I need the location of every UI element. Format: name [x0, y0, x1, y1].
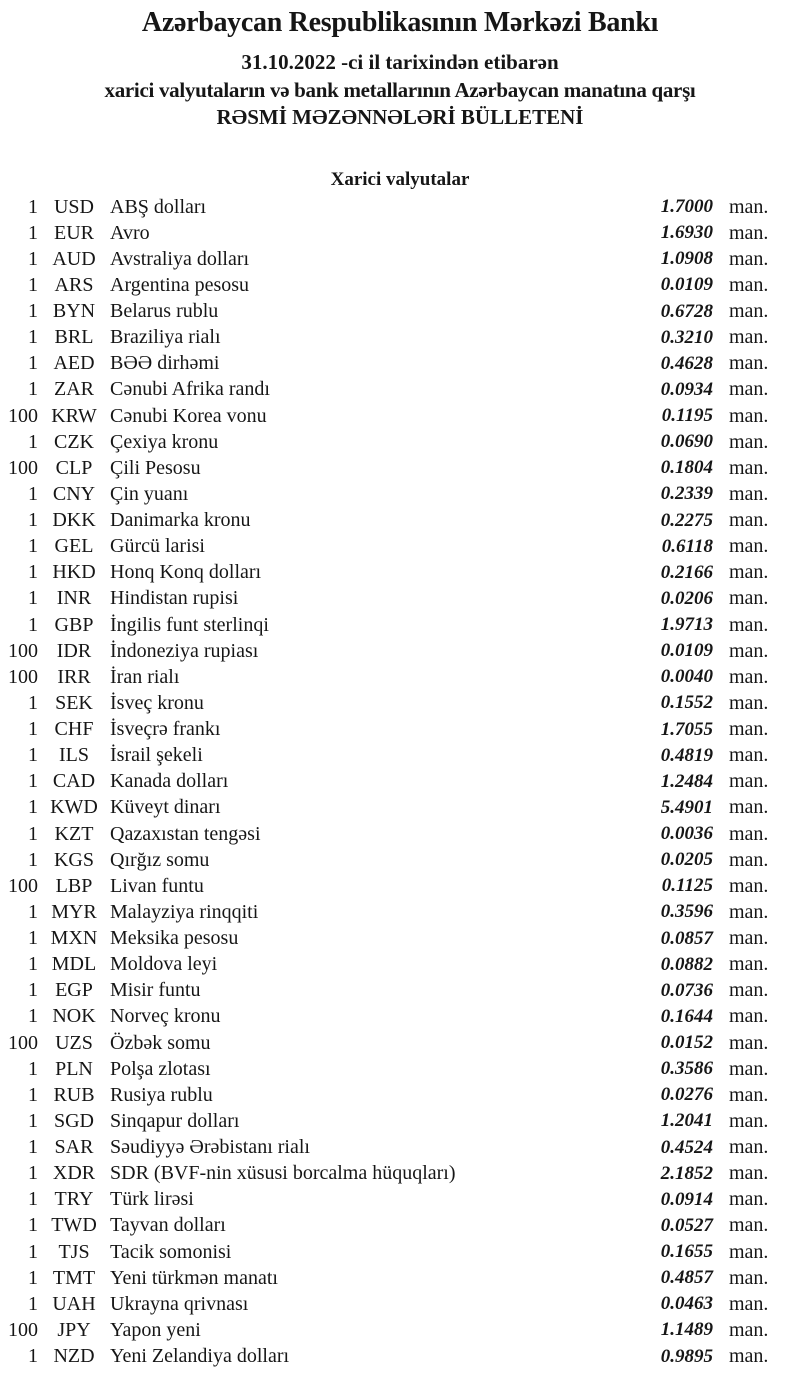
currency-rate: 0.6118 — [661, 535, 713, 557]
rate-row — [0, 1161, 800, 1187]
currency-quantity: 1 — [28, 378, 38, 401]
currency-code: CZK — [54, 430, 94, 453]
currency-unit: man. — [729, 744, 769, 767]
currency-rate: 0.0109 — [660, 274, 713, 296]
currency-rate: 1.7000 — [660, 196, 713, 218]
currency-name: Yapon yeni — [110, 1318, 201, 1341]
currency-name: Sinqapur dolları — [110, 1109, 240, 1132]
currency-rate: 1.2484 — [660, 770, 713, 792]
currency-quantity: 1 — [28, 848, 38, 871]
currency-quantity: 1 — [28, 273, 38, 296]
rate-row — [0, 664, 800, 690]
currency-unit: man. — [729, 874, 769, 897]
currency-name: Meksika pesosu — [110, 927, 239, 950]
currency-rate: 0.0205 — [660, 849, 713, 871]
rate-row — [0, 246, 800, 272]
currency-unit: man. — [729, 378, 769, 401]
currency-code: MDL — [51, 953, 97, 976]
currency-unit: man. — [729, 587, 769, 610]
currency-name: BƏƏ dirhəmi — [110, 352, 220, 375]
rate-row — [0, 926, 800, 952]
currency-code: PLN — [55, 1057, 93, 1080]
currency-code: NZD — [53, 1345, 95, 1368]
currency-quantity: 100 — [8, 639, 38, 662]
currency-rate: 0.0690 — [660, 431, 713, 453]
currency-code: HKD — [52, 561, 96, 584]
currency-unit: man. — [729, 1240, 769, 1263]
rate-row — [0, 1344, 800, 1370]
currency-quantity: 1 — [28, 247, 38, 270]
currency-name: İndoneziya rupiası — [110, 639, 259, 662]
currency-name: Danimarka kronu — [110, 509, 251, 532]
rate-row — [0, 1004, 800, 1030]
currency-quantity: 1 — [28, 1136, 38, 1159]
currency-unit: man. — [729, 1214, 769, 1237]
currency-name: Malayziya rinqqiti — [110, 900, 259, 923]
rate-row — [0, 978, 800, 1004]
currency-rate: 0.2166 — [660, 561, 713, 583]
currency-code: KWD — [50, 796, 98, 819]
currency-code: TJS — [58, 1240, 90, 1263]
rate-row — [0, 769, 800, 795]
currency-unit: man. — [729, 509, 769, 532]
currency-code: EUR — [54, 221, 94, 244]
currency-rate: 0.0934 — [660, 378, 713, 400]
currency-quantity: 1 — [28, 326, 38, 349]
currency-code: EGP — [55, 979, 93, 1002]
currency-rate: 1.6930 — [660, 222, 713, 244]
currency-code: TRY — [54, 1188, 94, 1211]
currency-name: Tacik somonisi — [110, 1240, 232, 1263]
currency-rate: 2.1852 — [660, 1162, 713, 1184]
currency-code: UAH — [52, 1292, 96, 1315]
currency-unit: man. — [729, 456, 769, 479]
currency-name: ABŞ dolları — [110, 195, 207, 218]
currency-name: İsrail şekeli — [110, 744, 203, 767]
rate-row — [0, 612, 800, 638]
rate-row — [0, 690, 800, 716]
currency-name: Misir funtu — [110, 979, 201, 1002]
currency-unit: man. — [729, 1057, 769, 1080]
currency-rate: 0.4628 — [660, 352, 713, 374]
currency-code: LBP — [55, 874, 93, 897]
currency-rate: 0.0109 — [660, 640, 713, 662]
currency-name: Rusiya rublu — [110, 1083, 213, 1106]
currency-code: KGS — [53, 848, 94, 871]
currency-unit: man. — [729, 352, 769, 375]
rate-row — [0, 899, 800, 925]
currency-quantity: 1 — [28, 1109, 38, 1132]
currency-code: AED — [53, 352, 95, 375]
currency-name: Norveç kronu — [110, 1005, 221, 1028]
rate-row — [0, 455, 800, 481]
rate-row — [0, 220, 800, 246]
currency-rate: 0.1552 — [660, 692, 713, 714]
currency-quantity: 1 — [28, 352, 38, 375]
currency-rate: 0.0206 — [660, 587, 713, 609]
currency-unit: man. — [729, 482, 769, 505]
currency-rate: 0.0736 — [660, 979, 713, 1001]
currency-name: Çin yuanı — [110, 482, 189, 505]
currency-quantity: 1 — [28, 613, 38, 636]
currency-unit: man. — [729, 639, 769, 662]
currency-code: ZAR — [54, 378, 94, 401]
currency-rate: 1.1489 — [660, 1319, 713, 1341]
currency-unit: man. — [729, 691, 769, 714]
currency-quantity: 1 — [28, 691, 38, 714]
currency-unit: man. — [729, 1318, 769, 1341]
currency-quantity: 1 — [28, 1188, 38, 1211]
currency-rate: 0.1655 — [660, 1241, 713, 1263]
currency-name: Türk lirəsi — [110, 1188, 194, 1211]
currency-quantity: 1 — [28, 1214, 38, 1237]
currency-unit: man. — [729, 326, 769, 349]
currency-rate: 0.4857 — [660, 1267, 713, 1289]
currency-code: JPY — [57, 1318, 91, 1341]
currency-code: IDR — [56, 639, 92, 662]
currency-quantity: 1 — [28, 587, 38, 610]
currency-quantity: 1 — [28, 770, 38, 793]
rate-row — [0, 795, 800, 821]
currency-quantity: 1 — [28, 221, 38, 244]
currency-quantity: 1 — [28, 718, 38, 741]
currency-name: Səudiyyə Ərəbistanı rialı — [110, 1136, 310, 1159]
currency-name: Yeni Zelandiya dolları — [110, 1345, 290, 1368]
rate-row — [0, 638, 800, 664]
currency-code: RUB — [53, 1083, 95, 1106]
rate-row — [0, 952, 800, 978]
currency-name: Belarus rublu — [110, 300, 219, 323]
rate-row — [0, 351, 800, 377]
rate-row — [0, 534, 800, 560]
rate-row — [0, 1056, 800, 1082]
currency-rate: 1.0908 — [660, 248, 713, 270]
currency-name: İngilis funt sterlinqi — [110, 613, 269, 636]
currency-unit: man. — [729, 1083, 769, 1106]
currency-rate: 0.1804 — [660, 457, 713, 479]
currency-code: INR — [56, 587, 92, 610]
currency-unit: man. — [729, 927, 769, 950]
rate-row — [0, 743, 800, 769]
currency-quantity: 1 — [28, 535, 38, 558]
currency-name: Hindistan rupisi — [110, 587, 239, 610]
currency-quantity: 1 — [28, 195, 38, 218]
currency-unit: man. — [729, 1109, 769, 1132]
currency-name: Küveyt dinarı — [110, 796, 221, 819]
currency-quantity: 100 — [8, 665, 38, 688]
currency-name: Çexiya kronu — [110, 430, 219, 453]
currency-code: SGD — [53, 1109, 94, 1132]
currency-code: TWD — [51, 1214, 97, 1237]
currency-unit: man. — [729, 430, 769, 453]
currency-quantity: 1 — [28, 744, 38, 767]
currency-unit: man. — [729, 770, 769, 793]
currency-unit: man. — [729, 613, 769, 636]
currency-name: Çili Pesosu — [110, 456, 201, 479]
currency-unit: man. — [729, 1162, 769, 1185]
currency-rate: 0.0914 — [660, 1188, 713, 1210]
currency-rate: 0.0882 — [660, 953, 713, 975]
currency-code: BYN — [52, 300, 96, 323]
rate-row — [0, 429, 800, 455]
rate-row — [0, 508, 800, 534]
currency-name: Avstraliya dolları — [110, 247, 250, 270]
currency-quantity: 1 — [28, 1005, 38, 1028]
bank-title: Azərbaycan Respublikasının Mərkəzi Bankı — [141, 7, 659, 38]
currency-name: Kanada dolları — [110, 770, 229, 793]
currency-name: Avro — [110, 221, 150, 244]
currency-quantity: 100 — [8, 874, 38, 897]
currency-rate: 0.0463 — [660, 1293, 713, 1315]
currency-rate: 0.2339 — [660, 483, 713, 505]
rate-row — [0, 1135, 800, 1161]
currency-code: BRL — [54, 326, 94, 349]
currency-code: KZT — [54, 822, 94, 845]
currency-name: Braziliya rialı — [110, 326, 221, 349]
currency-code: MYR — [51, 900, 97, 923]
currency-code: XDR — [52, 1162, 96, 1185]
currency-rate: 0.0857 — [660, 927, 713, 949]
rate-row — [0, 272, 800, 298]
currency-quantity: 1 — [28, 509, 38, 532]
currency-quantity: 1 — [28, 1240, 38, 1263]
currency-unit: man. — [729, 247, 769, 270]
currency-name: Honq Konq dolları — [110, 561, 262, 584]
currency-quantity: 1 — [28, 1292, 38, 1315]
currency-quantity: 1 — [28, 927, 38, 950]
effective-date-line: 31.10.2022 -ci il tarixindən etibarən — [241, 50, 559, 74]
currency-quantity: 1 — [28, 1162, 38, 1185]
currency-name: Cənubi Korea vonu — [110, 404, 267, 427]
currency-rate: 1.2041 — [660, 1110, 713, 1132]
currency-unit: man. — [729, 718, 769, 741]
exchange-rates-table — [0, 194, 800, 1370]
rate-row — [0, 1265, 800, 1291]
rate-row — [0, 1030, 800, 1056]
currency-rate: 5.4901 — [660, 796, 713, 818]
currency-quantity: 100 — [8, 404, 38, 427]
currency-quantity: 1 — [28, 561, 38, 584]
currency-unit: man. — [729, 1266, 769, 1289]
currency-unit: man. — [729, 1292, 769, 1315]
currency-name: Qazaxıstan tengəsi — [110, 822, 261, 845]
rate-row — [0, 194, 800, 220]
currency-code: GBP — [54, 613, 94, 636]
rate-row — [0, 1108, 800, 1134]
currency-quantity: 1 — [28, 979, 38, 1002]
currency-rate: 0.2275 — [660, 509, 713, 531]
currency-code: KRW — [51, 404, 97, 427]
currency-rate: 0.4524 — [660, 1136, 713, 1158]
currency-unit: man. — [729, 404, 769, 427]
rate-row — [0, 821, 800, 847]
currency-code: ILS — [59, 744, 89, 767]
currency-code: NOK — [52, 1005, 96, 1028]
currency-rate: 0.4819 — [660, 744, 713, 766]
currency-quantity: 100 — [8, 1031, 38, 1054]
currency-name: Özbək somu — [110, 1031, 211, 1054]
currency-name: Tayvan dolları — [110, 1214, 226, 1237]
currency-unit: man. — [729, 796, 769, 819]
currency-rate: 0.1644 — [660, 1005, 713, 1027]
currency-unit: man. — [729, 953, 769, 976]
currency-code: USD — [53, 195, 94, 218]
currency-code: AUD — [52, 247, 96, 270]
currency-quantity: 1 — [28, 482, 38, 505]
rate-row — [0, 403, 800, 429]
subject-line: xarici valyutaların və bank metallarının Azərbaycan manatına qarşı — [104, 78, 696, 102]
currency-quantity: 1 — [28, 1266, 38, 1289]
currency-name: SDR (BVF-nin xüsusi borcalma hüquqları) — [110, 1162, 456, 1185]
currency-code: TMT — [52, 1266, 96, 1289]
currency-name: Polşa zlotası — [110, 1057, 211, 1080]
currency-code: SAR — [54, 1136, 94, 1159]
currency-name: Yeni türkmən manatı — [110, 1266, 278, 1289]
currency-unit: man. — [729, 195, 769, 218]
currency-name: İran rialı — [110, 665, 180, 688]
currency-code: MXN — [50, 927, 98, 950]
rate-row — [0, 481, 800, 507]
currency-unit: man. — [729, 300, 769, 323]
currency-unit: man. — [729, 900, 769, 923]
currency-code: IRR — [57, 665, 91, 688]
currency-quantity: 1 — [28, 1057, 38, 1080]
rate-row — [0, 873, 800, 899]
currency-unit: man. — [729, 822, 769, 845]
bulletin-title: RƏSMİ MƏZƏNNƏLƏRİ BÜLLETENİ — [216, 105, 584, 129]
currency-rate: 0.3596 — [660, 901, 713, 923]
currency-rate: 0.0036 — [660, 823, 713, 845]
currency-unit: man. — [729, 535, 769, 558]
currency-unit: man. — [729, 848, 769, 871]
currency-name: İsveç kronu — [110, 691, 204, 714]
currency-name: Ukrayna qrivnası — [110, 1292, 249, 1315]
rate-row — [0, 1187, 800, 1213]
currency-rate: 0.9895 — [660, 1345, 713, 1367]
currency-rate: 0.0276 — [660, 1084, 713, 1106]
currency-unit: man. — [729, 1005, 769, 1028]
rate-row — [0, 1317, 800, 1343]
section-title-foreign-currencies: Xarici valyutalar — [330, 169, 470, 190]
currency-unit: man. — [729, 1188, 769, 1211]
currency-quantity: 1 — [28, 796, 38, 819]
currency-unit: man. — [729, 665, 769, 688]
currency-quantity: 1 — [28, 953, 38, 976]
currency-quantity: 1 — [28, 900, 38, 923]
rate-row — [0, 586, 800, 612]
currency-code: GEL — [54, 535, 94, 558]
currency-code: SEK — [55, 691, 93, 714]
currency-rate: 0.3210 — [660, 326, 713, 348]
currency-name: Qırğız somu — [110, 848, 210, 871]
currency-rate: 0.0040 — [660, 666, 713, 688]
rate-row — [0, 847, 800, 873]
currency-rate: 0.0527 — [660, 1214, 713, 1236]
currency-name: İsveçrə frankı — [110, 718, 221, 741]
currency-unit: man. — [729, 1136, 769, 1159]
currency-code: ARS — [54, 273, 94, 296]
currency-rate: 0.1195 — [661, 405, 713, 427]
currency-code: DKK — [52, 509, 96, 532]
currency-unit: man. — [729, 1345, 769, 1368]
currency-name: Moldova leyi — [110, 953, 218, 976]
currency-name: Argentina pesosu — [110, 273, 250, 296]
currency-name: Livan funtu — [110, 874, 204, 897]
currency-code: UZS — [55, 1031, 93, 1054]
rate-row — [0, 1082, 800, 1108]
rate-row — [0, 377, 800, 403]
rate-row — [0, 560, 800, 586]
rate-row — [0, 325, 800, 351]
currency-quantity: 100 — [8, 456, 38, 479]
currency-rate: 0.3586 — [660, 1058, 713, 1080]
rate-row — [0, 1291, 800, 1317]
rate-row — [0, 1239, 800, 1265]
currency-rate: 0.6728 — [660, 300, 713, 322]
currency-quantity: 1 — [28, 822, 38, 845]
currency-unit: man. — [729, 979, 769, 1002]
currency-unit: man. — [729, 221, 769, 244]
rate-row — [0, 299, 800, 325]
currency-unit: man. — [729, 273, 769, 296]
currency-rate: 0.0152 — [660, 1032, 713, 1054]
rate-row — [0, 717, 800, 743]
currency-rate: 1.7055 — [660, 718, 713, 740]
currency-quantity: 1 — [28, 1345, 38, 1368]
currency-rate: 1.9713 — [660, 614, 713, 636]
currency-quantity: 1 — [28, 430, 38, 453]
currency-code: CNY — [52, 482, 96, 505]
currency-unit: man. — [729, 561, 769, 584]
currency-unit: man. — [729, 1031, 769, 1054]
currency-code: CHF — [54, 718, 94, 741]
currency-name: Cənubi Afrika randı — [110, 378, 270, 401]
currency-name: Gürcü larisi — [110, 535, 205, 558]
currency-quantity: 1 — [28, 300, 38, 323]
currency-quantity: 100 — [8, 1318, 38, 1341]
currency-code: CAD — [52, 770, 96, 793]
currency-code: CLP — [55, 456, 93, 479]
currency-rate: 0.1125 — [661, 875, 713, 897]
rate-row — [0, 1213, 800, 1239]
currency-quantity: 1 — [28, 1083, 38, 1106]
